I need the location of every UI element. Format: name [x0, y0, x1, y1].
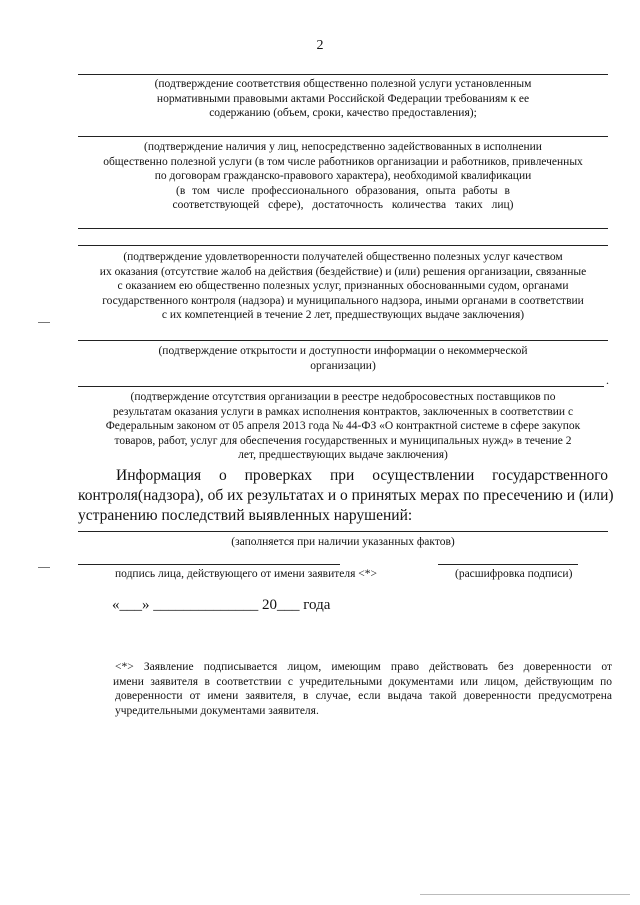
signature-label: подпись лица, действующего от имени заявителя <*>: [115, 568, 377, 580]
signature-decode-label: (расшифровка подписи): [455, 568, 573, 580]
margin-mark-1: [38, 322, 50, 323]
footnote: <*> Заявление подписывается лицом, имеющим право действовать без доверенности от имени заявителя в соответствии с учредительными документами или лицом, действующим по доверенности от имени заявителя, в случае, если выдача такой доверенности предусмотрена учредительными документами заявителя.: [113, 661, 612, 717]
field-line-satisfaction-2: [78, 245, 608, 246]
signature-line: [78, 564, 340, 565]
caption-staff: (подтверждение наличия у лиц, непосредственно задействованных в исполнении общественно полезной услуги (в том числе работников организации и работников, привлеченных по договорам гражданско-правового характера), необходимой квалификации (в том числе профессионального образования, опыта работы в соответствующей сфере), достаточность количества таких лиц): [103, 141, 583, 211]
signature-decode-line: [438, 564, 578, 565]
date-line: «___» ______________ 20___ года: [112, 597, 331, 613]
inspections-heading: Информация о проверках при осуществлении государственного контроля(надзора), об их результатах и о принятых мерах по пресечению и (или) устранению последствий выявленных нарушений:: [78, 467, 614, 524]
margin-mark-2: [38, 567, 50, 568]
field-line-satisfaction-1: [78, 228, 608, 229]
caption-facts: (заполняется при наличии указанных фактов): [231, 536, 455, 548]
field-line-facts: [78, 531, 608, 532]
field-line-registry: [78, 386, 604, 387]
caption-registry: (подтверждение отсутствия организации в реестре недобросовестных поставщиков по результатам оказания услуги в рамках исполнения контрактов, заключенных в соответствии с Федеральным законом от 05 апреля 2013 года № 44-ФЗ «О контрактной системе в сфере закупок товаров, работ, услуг для обеспечения государственных и муниципальных нужд» в течение 2 лет, предшествующих выдаче заключения): [105, 391, 581, 461]
registry-line-punct: .: [606, 373, 609, 387]
caption-compliance: (подтверждение соответствия общественно полезной услуги установленным нормативными правовыми актами Российской Федерации требованиям к ее содержанию (объем, сроки, качество предоставления);: [154, 78, 532, 119]
field-line-compliance: [78, 74, 608, 75]
caption-openness: (подтверждение открытости и доступности информации о некоммерческой организации): [158, 345, 528, 372]
caption-satisfaction: (подтверждение удовлетворенности получателей общественно полезных услуг качеством их оказания (отсутствие жалоб на действия (бездействие) и (или) решения организации, связанные с оказанием ею общественно полезных услуг, признанных обоснованными судом, органами государственного контроля (надзора) и муниципального надзора, иными органами в соответствии с их компетенцией в течение 2 лет, предшествующих выдаче заключения): [99, 251, 587, 321]
field-line-openness: [78, 340, 608, 341]
field-line-staff: [78, 136, 608, 137]
footer-line: [420, 894, 630, 895]
page-number: 2: [316, 38, 324, 53]
